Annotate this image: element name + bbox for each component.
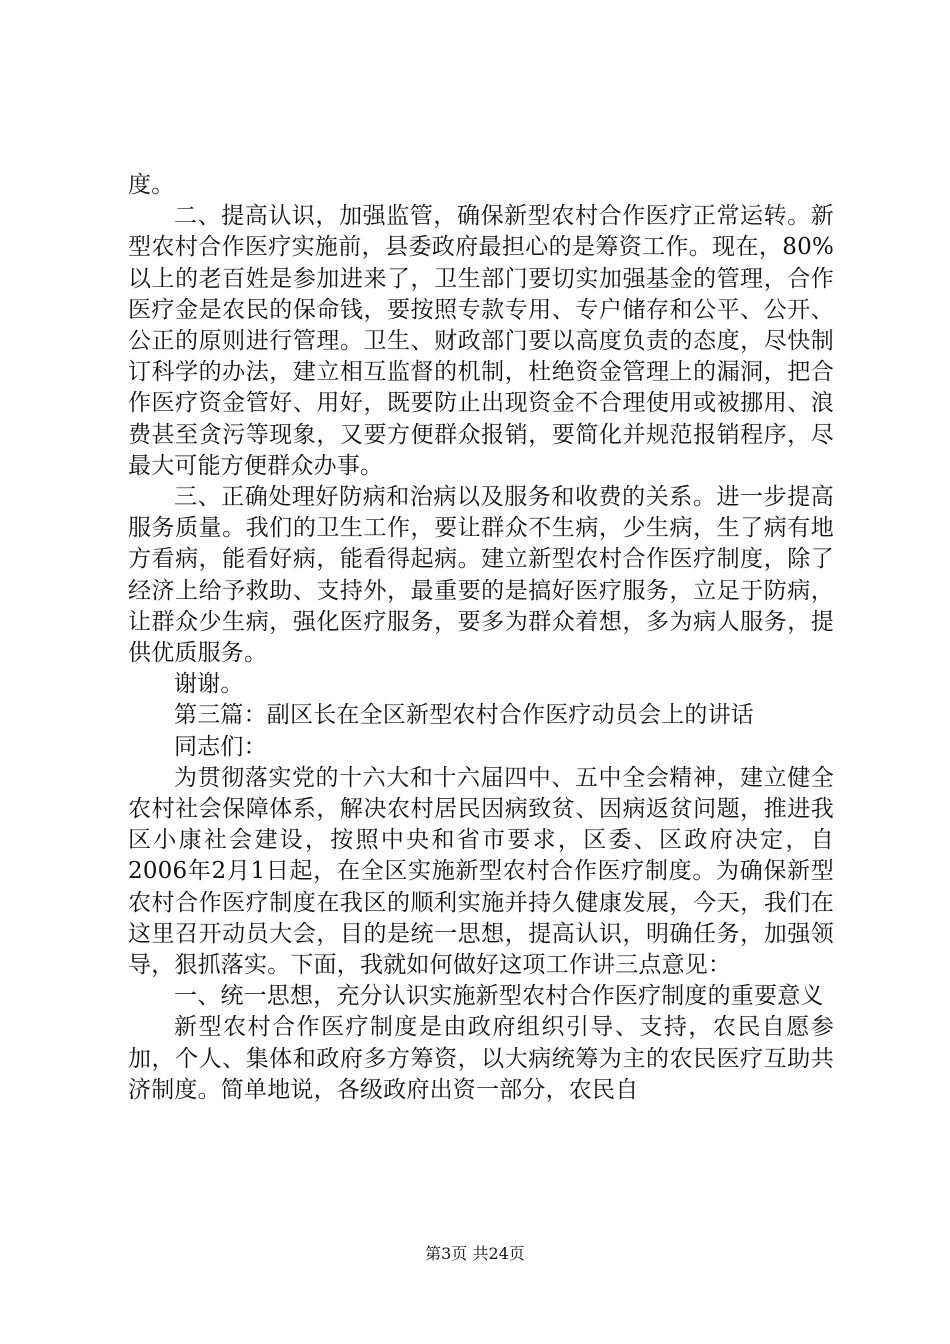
document-body [128,170,834,1106]
page-footer: 第3页 共24页 [425,1244,525,1263]
paragraph: 同志们： [174,733,267,760]
paragraph: 第三篇：副区长在全区新型农村合作医疗动员会上的讲话 [174,702,754,729]
paragraph: 一、统一思想，充分认识实施新型农村合作医疗制度的重要意义 [174,983,824,1010]
paragraph: 度。 [128,172,175,198]
paragraph: 三、正确处理好防病和治病以及服务和收费的关系。进一步提高服务质量。我们的卫生工作，要让群众不生病，少生病，生了病有地方看病，能看好病，能看得起病。建立新型农村合作医疗制度，除了经济上给予救助、支持外，最重要的是搞好医疗服务，立足于防病，让群众少生病，强化医疗服务，要多为群众着想，多为病人服务，提供优质服务。 [128,484,834,667]
paragraph: 为贯彻落实党的十六大和十六届四中、五中全会精神，建立健全农村社会保障体系，解决农村居民因病致贫、因病返贫问题，推进我区小康社会建设，按照中央和省市要求，区委、区政府决定，自2006年2月1日起，在全区实施新型农村合作医疗制度。为确保新型农村合作医疗制度在我区的顺利实施并持久健康发展，今天，我们在这里召开动员大会，目的是统一思想，提高认识，明确任务，加强领导，狠抓落实。下面，我就如何做好这项工作讲三点意见： [128,764,834,979]
paragraph: 二、提高认识，加强监管，确保新型农村合作医疗正常运转。新型农村合作医疗实施前，县委政府最担心的是筹资工作。现在，80%以上的老百姓是参加进来了，卫生部门要切实加强基金的管理，合作医疗金是农民的保命钱，要按照专款专用、专户储存和公平、公开、公正的原则进行管理。卫生、财政部门要以高度负责的态度，尽快制订科学的办法，建立相互监督的机制，杜绝资金管理上的漏洞，把合作医疗资金管好、用好，既要防止出现资金不合理使用或被挪用、浪费甚至贪污等现象，又要方便群众报销，要简化并规范报销程序，尽最大可能方便群众办事。 [128,203,834,479]
paragraph: 谢谢。 [174,671,244,698]
paragraph: 新型农村合作医疗制度是由政府组织引导、支持，农民自愿参加，个人、集体和政府多方筹资，以大病统筹为主的农民医疗互助共济制度。简单地说，各级政府出资一部分，农民自 [128,1014,834,1103]
